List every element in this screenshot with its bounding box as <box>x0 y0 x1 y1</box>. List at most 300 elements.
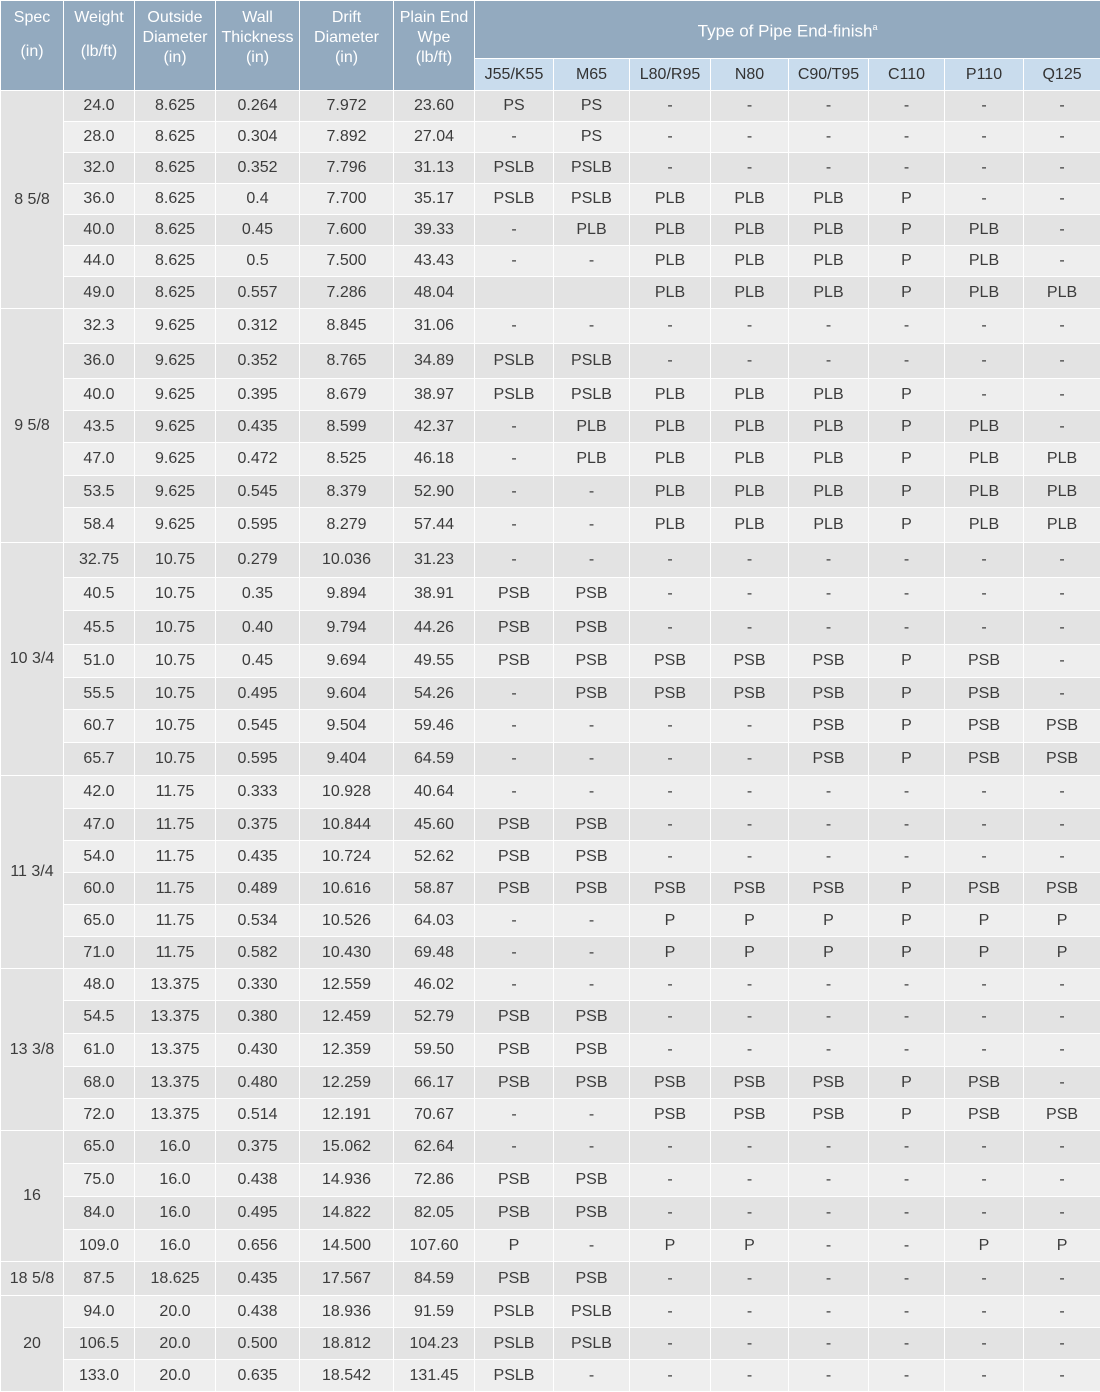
table-cell: - <box>475 710 554 743</box>
table-cell: PSLB <box>554 379 630 411</box>
table-cell: - <box>869 344 945 379</box>
table-cell: - <box>1024 1164 1100 1197</box>
table-row <box>1 476 1100 508</box>
table-cell: PSB <box>554 873 630 905</box>
table-cell: 0.545 <box>216 710 300 743</box>
table-cell: 69.48 <box>394 937 475 969</box>
table-cell: 44.0 <box>64 246 135 277</box>
table-cell: 40.5 <box>64 578 135 611</box>
table-cell: 11.75 <box>135 905 216 937</box>
table-cell: PSB <box>630 645 711 678</box>
table-cell: - <box>1024 344 1100 379</box>
table-cell: - <box>869 153 945 184</box>
table-cell: - <box>789 91 869 122</box>
table-cell: 49.55 <box>394 645 475 678</box>
table-cell: - <box>554 1230 630 1262</box>
table-cell: - <box>869 91 945 122</box>
table-cell: - <box>789 344 869 379</box>
table-cell: PLB <box>711 184 789 215</box>
table-cell: PSB <box>554 1164 630 1197</box>
table-cell: 58.4 <box>64 508 135 543</box>
header-spec <box>1 1 64 91</box>
table-cell: 11.75 <box>135 937 216 969</box>
table-cell: 16.0 <box>135 1230 216 1262</box>
table-cell: 38.97 <box>394 379 475 411</box>
table-cell: PSB <box>630 1099 711 1131</box>
table-cell: 42.0 <box>64 776 135 809</box>
table-cell: - <box>869 611 945 645</box>
table-cell: - <box>869 1001 945 1034</box>
table-cell: PSB <box>475 1067 554 1099</box>
table-cell: PSLB <box>475 379 554 411</box>
table-cell: P <box>630 1230 711 1262</box>
table-cell: 71.0 <box>64 937 135 969</box>
table-cell: P <box>630 905 711 937</box>
table-cell: 0.472 <box>216 443 300 476</box>
table-cell: - <box>1024 645 1100 678</box>
table-cell: 0.534 <box>216 905 300 937</box>
table-cell: - <box>789 969 869 1001</box>
table-cell: PSB <box>630 1067 711 1099</box>
table-cell: - <box>869 1034 945 1067</box>
table-row <box>1 905 1100 937</box>
table-cell: - <box>711 1328 789 1360</box>
table-cell: 10.75 <box>135 543 216 578</box>
table-cell: PSB <box>554 645 630 678</box>
table-cell: 7.500 <box>300 246 394 277</box>
table-cell: P <box>869 1067 945 1099</box>
table-cell: - <box>554 508 630 543</box>
table-cell: - <box>869 1230 945 1262</box>
table-cell: - <box>711 776 789 809</box>
table-row <box>1 379 1100 411</box>
header-drift-line2: Diameter <box>300 28 393 48</box>
table-cell: P <box>475 1230 554 1262</box>
table-cell: PS <box>554 91 630 122</box>
header-grade-5: C110 <box>869 59 945 91</box>
table-cell: P <box>869 710 945 743</box>
table-cell: PSB <box>1024 710 1100 743</box>
table-cell: P <box>869 1099 945 1131</box>
table-cell: 65.7 <box>64 743 135 776</box>
table-cell: - <box>711 543 789 578</box>
table-cell: 0.264 <box>216 91 300 122</box>
table-cell: PSB <box>475 1197 554 1230</box>
table-cell: - <box>630 1328 711 1360</box>
table-row <box>1 411 1100 443</box>
table-cell: 46.18 <box>394 443 475 476</box>
table-cell: 12.191 <box>300 1099 394 1131</box>
table-cell: P <box>869 678 945 710</box>
table-cell <box>475 277 554 309</box>
table-cell: P <box>945 937 1024 969</box>
table-cell: 12.359 <box>300 1034 394 1067</box>
table-cell: PLB <box>630 215 711 246</box>
table-cell: - <box>1024 841 1100 873</box>
table-cell: 8.525 <box>300 443 394 476</box>
table-cell: 32.75 <box>64 543 135 578</box>
table-cell: P <box>869 411 945 443</box>
table-cell: - <box>945 1164 1024 1197</box>
header-plain-end <box>394 1 475 91</box>
table-cell: 60.7 <box>64 710 135 743</box>
table-cell: - <box>630 122 711 153</box>
table-cell: 24.0 <box>64 91 135 122</box>
table-cell: - <box>475 776 554 809</box>
table-cell: 0.489 <box>216 873 300 905</box>
table-cell: 10.844 <box>300 809 394 841</box>
table-cell: 0.4 <box>216 184 300 215</box>
table-cell: 0.5 <box>216 246 300 277</box>
table-cell: - <box>711 578 789 611</box>
table-cell: - <box>945 1296 1024 1328</box>
table-cell: PLB <box>711 379 789 411</box>
table-cell: PSB <box>945 743 1024 776</box>
table-cell: P <box>869 645 945 678</box>
table-cell: - <box>711 344 789 379</box>
table-cell: - <box>945 578 1024 611</box>
table-row <box>1 1230 1100 1262</box>
header-grade-6: P110 <box>945 59 1024 91</box>
table-cell: P <box>869 937 945 969</box>
table-cell: 58.87 <box>394 873 475 905</box>
table-cell: P <box>869 508 945 543</box>
header-grade-4: C90/T95 <box>789 59 869 91</box>
table-cell: 10.75 <box>135 645 216 678</box>
table-cell: 28.0 <box>64 122 135 153</box>
table-cell: PSB <box>554 1067 630 1099</box>
table-cell: PSB <box>711 873 789 905</box>
table-cell: - <box>789 1001 869 1034</box>
table-cell: PSB <box>475 645 554 678</box>
table-cell: - <box>789 1034 869 1067</box>
table-cell: 39.33 <box>394 215 475 246</box>
table-cell: - <box>1024 309 1100 344</box>
header-drift-line1: Drift <box>300 8 393 28</box>
table-cell: P <box>711 905 789 937</box>
table-cell: - <box>1024 1001 1100 1034</box>
table-cell: - <box>475 743 554 776</box>
table-cell: - <box>945 309 1024 344</box>
table-cell: PSLB <box>554 1296 630 1328</box>
table-cell: - <box>869 969 945 1001</box>
table-cell: PLB <box>711 508 789 543</box>
table-cell: 31.23 <box>394 543 475 578</box>
table-cell: - <box>475 246 554 277</box>
table-body <box>1 91 1100 1392</box>
table-cell: 0.635 <box>216 1360 300 1392</box>
table-cell: 12.559 <box>300 969 394 1001</box>
table-cell: 12.459 <box>300 1001 394 1034</box>
table-cell: - <box>711 710 789 743</box>
table-cell: 49.0 <box>64 277 135 309</box>
table-cell: 18.812 <box>300 1328 394 1360</box>
table-cell: 46.02 <box>394 969 475 1001</box>
table-row <box>1 1360 1100 1392</box>
table-row <box>1 1164 1100 1197</box>
table-cell: PLB <box>554 443 630 476</box>
table-cell: PSB <box>711 678 789 710</box>
table-cell: PSB <box>945 678 1024 710</box>
table-cell: PLB <box>630 379 711 411</box>
table-cell: 72.0 <box>64 1099 135 1131</box>
table-row <box>1 1099 1100 1131</box>
table-cell: - <box>1024 411 1100 443</box>
table-cell: 0.435 <box>216 411 300 443</box>
table-cell: 17.567 <box>300 1262 394 1296</box>
spec-cell: 18 5/8 <box>1 1262 64 1296</box>
table-cell: P <box>1024 937 1100 969</box>
table-cell: 13.375 <box>135 1001 216 1034</box>
table-cell: PSB <box>554 841 630 873</box>
table-cell: 27.04 <box>394 122 475 153</box>
table-cell: 9.625 <box>135 379 216 411</box>
table-cell: 131.45 <box>394 1360 475 1392</box>
table-cell: 8.625 <box>135 122 216 153</box>
table-cell: PLB <box>630 277 711 309</box>
table-cell: PSB <box>554 1001 630 1034</box>
table-cell: - <box>475 508 554 543</box>
table-cell: - <box>630 1262 711 1296</box>
table-cell: 0.480 <box>216 1067 300 1099</box>
table-cell: 84.59 <box>394 1262 475 1296</box>
table-cell: PLB <box>554 411 630 443</box>
table-cell: - <box>945 344 1024 379</box>
table-cell: PSB <box>554 611 630 645</box>
table-cell: PLB <box>789 476 869 508</box>
table-cell: 7.972 <box>300 91 394 122</box>
table-cell: PSB <box>789 873 869 905</box>
table-cell: PSB <box>711 645 789 678</box>
table-cell: P <box>945 905 1024 937</box>
table-cell: - <box>554 476 630 508</box>
table-cell: 9.625 <box>135 476 216 508</box>
table-cell: - <box>630 809 711 841</box>
table-cell: 7.892 <box>300 122 394 153</box>
table-cell: PLB <box>630 476 711 508</box>
table-cell: - <box>475 1099 554 1131</box>
table-cell: P <box>711 937 789 969</box>
table-cell: 64.59 <box>394 743 475 776</box>
header-od-line1: Outside <box>135 8 215 28</box>
table-row <box>1 809 1100 841</box>
table-cell: - <box>1024 1296 1100 1328</box>
table-cell: 0.375 <box>216 809 300 841</box>
table-cell: - <box>789 1296 869 1328</box>
table-cell: P <box>1024 905 1100 937</box>
table-cell: - <box>1024 1197 1100 1230</box>
table-cell: PS <box>475 91 554 122</box>
table-cell: - <box>554 743 630 776</box>
table-row <box>1 309 1100 344</box>
table-cell: 11.75 <box>135 776 216 809</box>
header-outside-diameter <box>135 1 216 91</box>
table-row <box>1 678 1100 710</box>
table-cell: - <box>475 215 554 246</box>
table-cell: - <box>554 776 630 809</box>
table-cell: 8.625 <box>135 215 216 246</box>
table-cell: PSB <box>789 710 869 743</box>
table-cell: - <box>869 841 945 873</box>
table-cell: 13.375 <box>135 969 216 1001</box>
table-cell: 43.5 <box>64 411 135 443</box>
table-cell: P <box>945 1230 1024 1262</box>
table-cell: PSLB <box>475 1360 554 1392</box>
table-cell: 48.04 <box>394 277 475 309</box>
table-cell: - <box>711 1131 789 1164</box>
table-cell: - <box>554 1131 630 1164</box>
table-cell: - <box>789 153 869 184</box>
table-cell: 0.435 <box>216 841 300 873</box>
table-row <box>1 1131 1100 1164</box>
header-wall-line2: Thickness <box>216 28 299 48</box>
table-cell: PLB <box>630 411 711 443</box>
table-cell: - <box>475 309 554 344</box>
table-cell: 0.495 <box>216 678 300 710</box>
table-cell: - <box>630 743 711 776</box>
table-cell: 42.37 <box>394 411 475 443</box>
table-cell: 59.50 <box>394 1034 475 1067</box>
table-cell: 61.0 <box>64 1034 135 1067</box>
table-cell: 0.438 <box>216 1296 300 1328</box>
table-cell: - <box>711 1296 789 1328</box>
table-cell: - <box>945 1001 1024 1034</box>
table-cell: 11.75 <box>135 873 216 905</box>
table-cell: 20.0 <box>135 1360 216 1392</box>
table-cell: - <box>1024 1131 1100 1164</box>
table-cell: PLB <box>945 476 1024 508</box>
table-cell: 8.625 <box>135 91 216 122</box>
table-cell: 52.79 <box>394 1001 475 1034</box>
table-cell: 34.89 <box>394 344 475 379</box>
table-cell: PSB <box>475 1034 554 1067</box>
table-row <box>1 937 1100 969</box>
table-row <box>1 611 1100 645</box>
table-row <box>1 645 1100 678</box>
table-cell: - <box>789 1164 869 1197</box>
table-cell: PSLB <box>554 184 630 215</box>
table-cell: PLB <box>945 443 1024 476</box>
spec-cell: 16 <box>1 1131 64 1262</box>
table-cell: 54.5 <box>64 1001 135 1034</box>
table-cell: - <box>869 1131 945 1164</box>
table-cell: 20.0 <box>135 1328 216 1360</box>
table-cell: PSB <box>475 1262 554 1296</box>
table-cell: 10.036 <box>300 543 394 578</box>
table-cell: PLB <box>630 443 711 476</box>
table-cell: P <box>869 905 945 937</box>
header-od-line2: Diameter <box>135 28 215 48</box>
table-cell: 38.91 <box>394 578 475 611</box>
table-cell: 54.26 <box>394 678 475 710</box>
table-cell: PSB <box>475 1164 554 1197</box>
table-cell: 66.17 <box>394 1067 475 1099</box>
table-cell: PSB <box>554 1034 630 1067</box>
table-cell: 18.625 <box>135 1262 216 1296</box>
table-cell: - <box>711 809 789 841</box>
table-cell: 7.700 <box>300 184 394 215</box>
table-cell: 40.64 <box>394 776 475 809</box>
table-cell: PLB <box>945 508 1024 543</box>
table-cell: - <box>711 122 789 153</box>
table-cell: - <box>945 611 1024 645</box>
table-cell: PLB <box>630 246 711 277</box>
table-cell: 0.352 <box>216 153 300 184</box>
table-cell: PSB <box>945 1099 1024 1131</box>
table-cell: PLB <box>789 246 869 277</box>
table-cell: PLB <box>554 215 630 246</box>
spec-cell: 10 3/4 <box>1 543 64 776</box>
table-cell: PLB <box>945 215 1024 246</box>
table-cell: 59.46 <box>394 710 475 743</box>
table-cell: 0.656 <box>216 1230 300 1262</box>
table-cell: - <box>630 841 711 873</box>
table-cell: 36.0 <box>64 344 135 379</box>
table-cell: - <box>869 309 945 344</box>
table-cell: 0.500 <box>216 1328 300 1360</box>
table-cell: - <box>630 1360 711 1392</box>
header-plain-line1: Plain End <box>394 8 474 28</box>
table-cell: - <box>869 1360 945 1392</box>
table-cell: 45.60 <box>394 809 475 841</box>
table-cell: - <box>1024 611 1100 645</box>
table-cell: - <box>475 937 554 969</box>
table-cell: - <box>1024 1360 1100 1392</box>
table-cell: - <box>475 543 554 578</box>
header-wall-thickness <box>216 1 300 91</box>
table-cell: 60.0 <box>64 873 135 905</box>
table-cell: 10.75 <box>135 578 216 611</box>
table-cell: 9.694 <box>300 645 394 678</box>
table-cell: 15.062 <box>300 1131 394 1164</box>
table-cell: P <box>789 905 869 937</box>
table-cell: 0.380 <box>216 1001 300 1034</box>
table-cell: - <box>945 969 1024 1001</box>
table-cell: 36.0 <box>64 184 135 215</box>
table-cell: - <box>711 611 789 645</box>
header-wall-line1: Wall <box>216 8 299 28</box>
table-cell: - <box>475 122 554 153</box>
table-cell: 20.0 <box>135 1296 216 1328</box>
table-row <box>1 543 1100 578</box>
table-cell: - <box>630 153 711 184</box>
table-row <box>1 743 1100 776</box>
table-cell: PLB <box>711 246 789 277</box>
table-cell: - <box>789 1197 869 1230</box>
table-cell: 0.495 <box>216 1197 300 1230</box>
spec-cell: 11 3/4 <box>1 776 64 969</box>
header-grade-2: L80/R95 <box>630 59 711 91</box>
header-spec-unit: (in) <box>1 42 63 62</box>
header-drift-diameter <box>300 1 394 91</box>
table-cell: PSB <box>475 1001 554 1034</box>
table-cell: - <box>630 1296 711 1328</box>
table-cell: - <box>711 1164 789 1197</box>
table-row <box>1 508 1100 543</box>
table-cell: 32.3 <box>64 309 135 344</box>
table-cell: - <box>869 1197 945 1230</box>
table-cell: PSLB <box>554 153 630 184</box>
table-cell: PSB <box>1024 1099 1100 1131</box>
table-cell: 12.259 <box>300 1067 394 1099</box>
table-cell: - <box>711 1360 789 1392</box>
table-cell: 10.75 <box>135 743 216 776</box>
table-cell: PSB <box>945 873 1024 905</box>
table-cell: PLB <box>711 411 789 443</box>
table-cell: - <box>945 184 1024 215</box>
table-cell: 8.379 <box>300 476 394 508</box>
table-cell: 0.435 <box>216 1262 300 1296</box>
